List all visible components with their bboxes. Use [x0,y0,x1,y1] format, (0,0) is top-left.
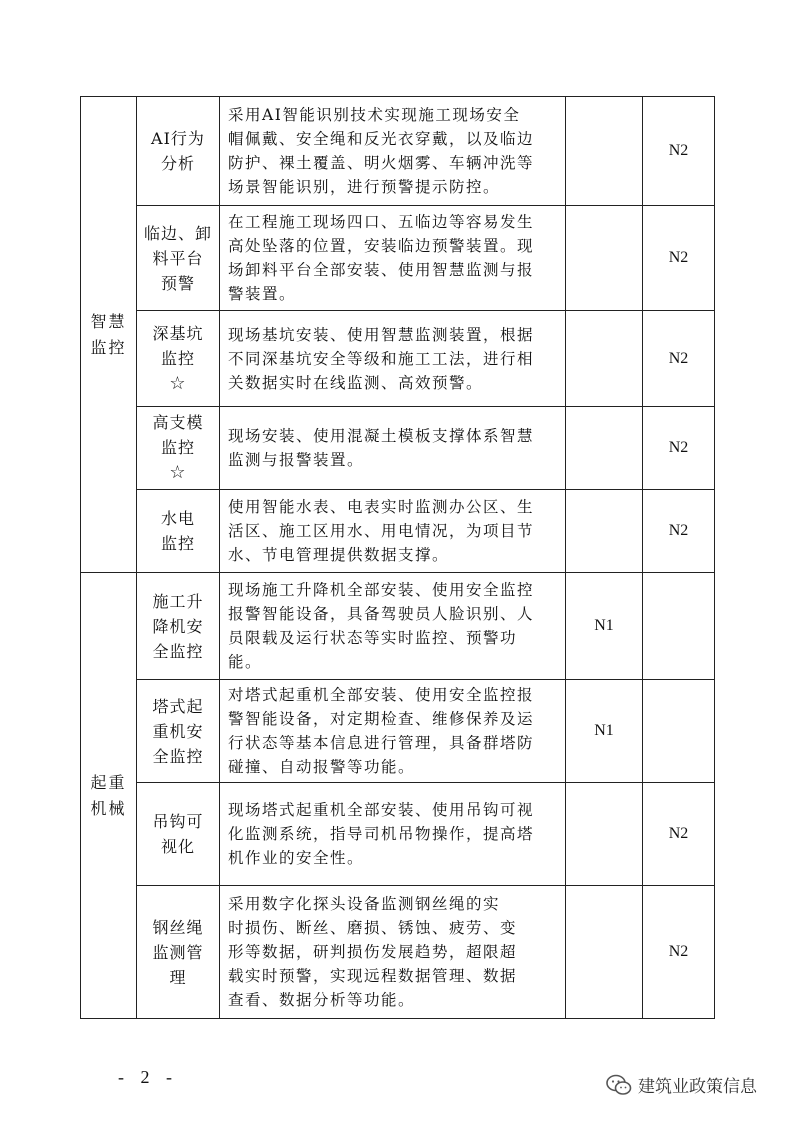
description-line: 防护、裸土覆盖、明火烟雾、车辆冲洗等 [228,154,535,172]
level-n1-cell [566,97,643,206]
level-n1-cell [566,886,643,1019]
table-row [81,97,715,206]
level-n2-cell [643,680,715,783]
level-n1-cell [566,490,643,573]
item-label: 全监控 [152,641,204,661]
level-n2-cell: N2 [643,206,715,311]
description-cell [220,783,566,886]
description-cell [220,97,566,206]
description-cell [220,573,566,680]
item-cell [137,407,220,490]
description-line: 化监测系统，指导司机吊物操作，提高塔 [228,825,535,843]
wechat-icon [606,1074,632,1096]
level-n1-cell [566,407,643,490]
star-icon: ☆ [169,372,187,394]
watermark-text: 建筑业政策信息 [638,1077,757,1097]
table-row [81,680,715,783]
description-line: 时损伤、断丝、磨损、锈蚀、疲劳、变 [228,919,518,937]
star-icon: ☆ [169,462,187,483]
item-cell [137,573,220,680]
description-line: 场卸料平台全部安装、使用智慧监测与报 [228,261,535,279]
level-n1-cell: N1 [566,573,643,680]
level-n1-cell [566,311,643,407]
description-line: 帽佩戴、安全绳和反光衣穿戴，以及临边 [228,130,535,148]
category-label: 智慧 [90,311,127,331]
description-line: 警装置。 [228,285,297,303]
item-label: 降机安 [152,616,204,636]
description-line: 行状态等基本信息进行管理，具备群塔防 [228,734,535,752]
description-line: 现场基坑安装、使用智慧监测装置，根据 [228,325,535,344]
level-n2-cell: N2 [643,886,715,1019]
item-label: 钢丝绳 [152,917,204,937]
description-line: 水、节电管理提供数据支撑。 [228,546,450,564]
table-row [81,206,715,311]
description-line: 活区、施工区用水、用电情况，为项目节 [228,522,535,540]
item-label: 料平台 [152,248,204,268]
description-cell [220,407,566,490]
description-cell [220,490,566,573]
item-label: 水电 [160,509,195,528]
description-line: 报警智能设备，具备驾驶员人脸识别、人 [228,605,535,623]
level-n2-cell [643,573,715,680]
table-row [81,573,715,680]
level-n2-cell: N2 [643,783,715,886]
table-row [81,490,715,573]
level-n2-cell: N2 [643,311,715,407]
item-label: 监控 [160,534,195,553]
item-label: 高支模 [152,413,204,432]
description-line: 现场施工升降机全部安装、使用安全监控 [228,581,535,599]
item-cell [137,311,220,407]
description-cell [220,206,566,311]
description-line: 形等数据，研判损伤发展趋势，超限超 [228,943,518,961]
item-label: 理 [169,967,187,987]
item-label: 塔式起 [152,696,204,716]
description-line: 查看、数据分析等功能。 [228,991,416,1009]
item-label: 吊钩可 [152,812,204,831]
description-line: 监测与报警装置。 [228,451,365,469]
watermark [606,1072,757,1097]
level-n1-cell [566,206,643,311]
item-label: 视化 [160,837,195,856]
description-line: 使用智能水表、电表实时监测办公区、生 [228,498,535,516]
description-line: 对塔式起重机全部安装、使用安全监控报 [228,686,535,704]
description-cell [220,680,566,783]
item-label: 监控 [160,348,195,368]
item-cell [137,97,220,206]
description-cell [220,886,566,1019]
description-line: 不同深基坑安全等级和施工工法，进行相 [228,349,535,368]
table-row [81,783,715,886]
description-line: 现场塔式起重机全部安装、使用吊钩可视 [228,801,535,819]
item-cell [137,886,220,1019]
page-number: - 2 - [118,1067,178,1087]
description-line: 碰撞、自动报警等功能。 [228,758,416,776]
item-cell [137,490,220,573]
description-line: 采用AI智能识别技术实现施工现场安全 [228,106,521,124]
description-line: 载实时预警，实现远程数据管理、数据 [228,967,518,985]
category-cell [81,97,137,573]
table-body [81,97,715,1019]
level-n1-cell: N1 [566,680,643,783]
description-line: 能。 [228,653,263,671]
item-label: 施工升 [152,591,204,611]
description-line: 高处坠落的位置，安装临边预警装置。现 [228,237,535,255]
item-label: 临边、卸 [143,223,212,243]
level-n2-cell: N2 [643,407,715,490]
category-cell [81,573,137,1019]
item-label: 预警 [160,273,195,293]
level-n1-cell [566,783,643,886]
category-label: 监控 [90,337,127,357]
table-row [81,311,715,407]
item-label: 重机安 [152,721,204,741]
item-cell [137,680,220,783]
description-line: 采用数字化探头设备监测钢丝绳的实 [228,895,501,913]
level-n2-cell: N2 [643,490,715,573]
description-line: 机作业的安全性。 [228,849,365,867]
table-row [81,407,715,490]
item-label: 分析 [160,154,195,173]
category-label: 起重 [90,772,127,792]
level-n2-cell: N2 [643,97,715,206]
item-cell [137,206,220,311]
item-cell [137,783,220,886]
item-label: 监控 [160,438,195,457]
table-row [81,886,715,1019]
item-label: 全监控 [152,746,204,766]
description-cell [220,311,566,407]
category-label: 机械 [90,798,127,818]
description-line: 在工程施工现场四口、五临边等容易发生 [228,213,535,231]
description-line: 员限载及运行状态等实时监控、预警功 [228,629,518,647]
description-line: 现场安装、使用混凝土模板支撑体系智慧 [228,427,535,445]
description-line: 关数据实时在线监测、高效预警。 [228,373,484,392]
item-label: 深基坑 [152,323,204,343]
description-line: 警智能设备，对定期检查、维修保养及运 [228,710,535,728]
description-line: 场景智能识别，进行预警提示防控。 [228,178,501,196]
item-label: AI行为 [151,129,205,148]
item-label: 监测管 [152,942,204,962]
spec-table [80,96,715,1019]
